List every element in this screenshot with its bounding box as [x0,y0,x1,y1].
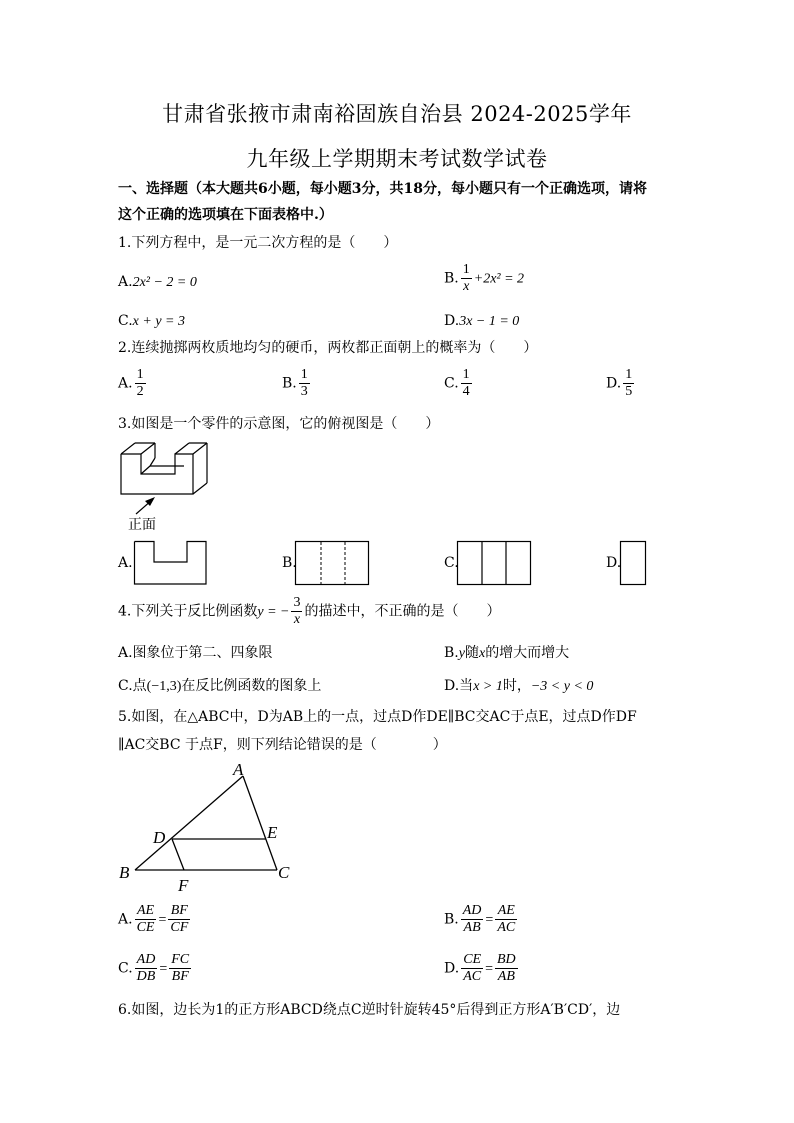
q1-option-d: D.3x − 1 = 0 [444,313,520,329]
q3-part-figure [115,440,215,520]
section1-header-line2: 这个正确的选项填在下面表格中.） [118,207,333,223]
q5-option-b: B. $\frac{AD}{AB}$ = $\frac{AE}{AC}$ [444,903,516,935]
q3-option-b-label: B. [282,555,297,571]
q1-option-b: B. $\frac{1}{x}$ +2x² = 2 [444,262,525,294]
q5-option-a: A. $\frac{AE}{CE}$ = $\frac{BF}{CF}$ [118,903,189,935]
q5-stem-line2: ∥AC交BC 于点F，则下列结论错误的是（ ） [118,737,447,753]
q5-option-d: D. $\frac{CE}{AC}$ = $\frac{BD}{AB}$ [444,952,516,984]
q1-option-c: C.x + y = 3 [118,313,185,329]
label-point-e: E [267,823,278,842]
q4-option-b: B.y随x的增大而增大 [444,645,570,661]
q5-triangle-figure [115,758,305,898]
q3-option-d-label: D. [606,555,622,571]
exam-title-line2: 九年级上学期期末考试数学试卷 [246,147,548,171]
q2-option-a: A. $\frac{1}{2}$ [118,367,144,399]
q5-option-c: C. $\frac{AD}{DB}$ = $\frac{FC}{BF}$ [118,952,190,984]
q4-option-c: C.点(−1,3)在反比例函数的图象上 [118,678,322,694]
q2-stem: 2.连续抛掷两枚质地均匀的硬币，两枚都正面朝上的概率为（ ） [118,340,538,356]
q6-stem: 6.如图，边长为1的正方形ABCD绕点C逆时针旋转45°后得到正方形A′B′CD′，边 [118,1002,621,1018]
q3-option-c-label: C. [444,555,459,571]
q5-stem-line1: 5.如图，在△ABC中，D为AB上的一点，过点D作DE∥BC交AC于点E，过点D作DF [118,709,637,725]
q2-option-c: C. $\frac{1}{4}$ [444,367,470,399]
q3-option-a-label: A. [118,555,133,571]
q2-option-b: B. $\frac{1}{3}$ [282,367,308,399]
q4-option-a: A.图象位于第二、四象限 [118,645,273,661]
q1-option-a: A.2x² − 2 = 0 [118,274,197,290]
q4-option-d: D.当x > 1时，−3 < y < 0 [444,678,594,694]
q3-option-a-figure [134,541,208,586]
exam-title-line1: 甘肃省张掖市肃南裕固族自治县 2024-2025学年 [162,102,632,126]
q3-option-b-figure [295,541,370,586]
q3-option-c-figure [457,541,532,586]
q3-front-label: 正面 [128,517,156,533]
label-vertex-a: A [233,760,244,779]
q3-option-d-figure [620,541,648,586]
q2-option-d: D. $\frac{1}{5}$ [606,367,633,399]
q3-stem: 3.如图是一个零件的示意图，它的俯视图是（ ） [118,416,440,432]
label-point-d: D [153,828,166,847]
section1-header-line1: 一、选择题（本大题共6小题，每小题3分，共18分，每小题只有一个正确选项，请将 [118,181,647,197]
q4-stem: 4.下列关于反比例函数y = − $\frac{3}{x}$ 的描述中，不正确的是（ ） [118,595,501,627]
q1-stem: 1.下列方程中，是一元二次方程的是（ ） [118,235,398,251]
label-point-f: F [178,876,189,895]
label-vertex-b: B [119,863,130,882]
label-vertex-c: C [278,863,290,882]
